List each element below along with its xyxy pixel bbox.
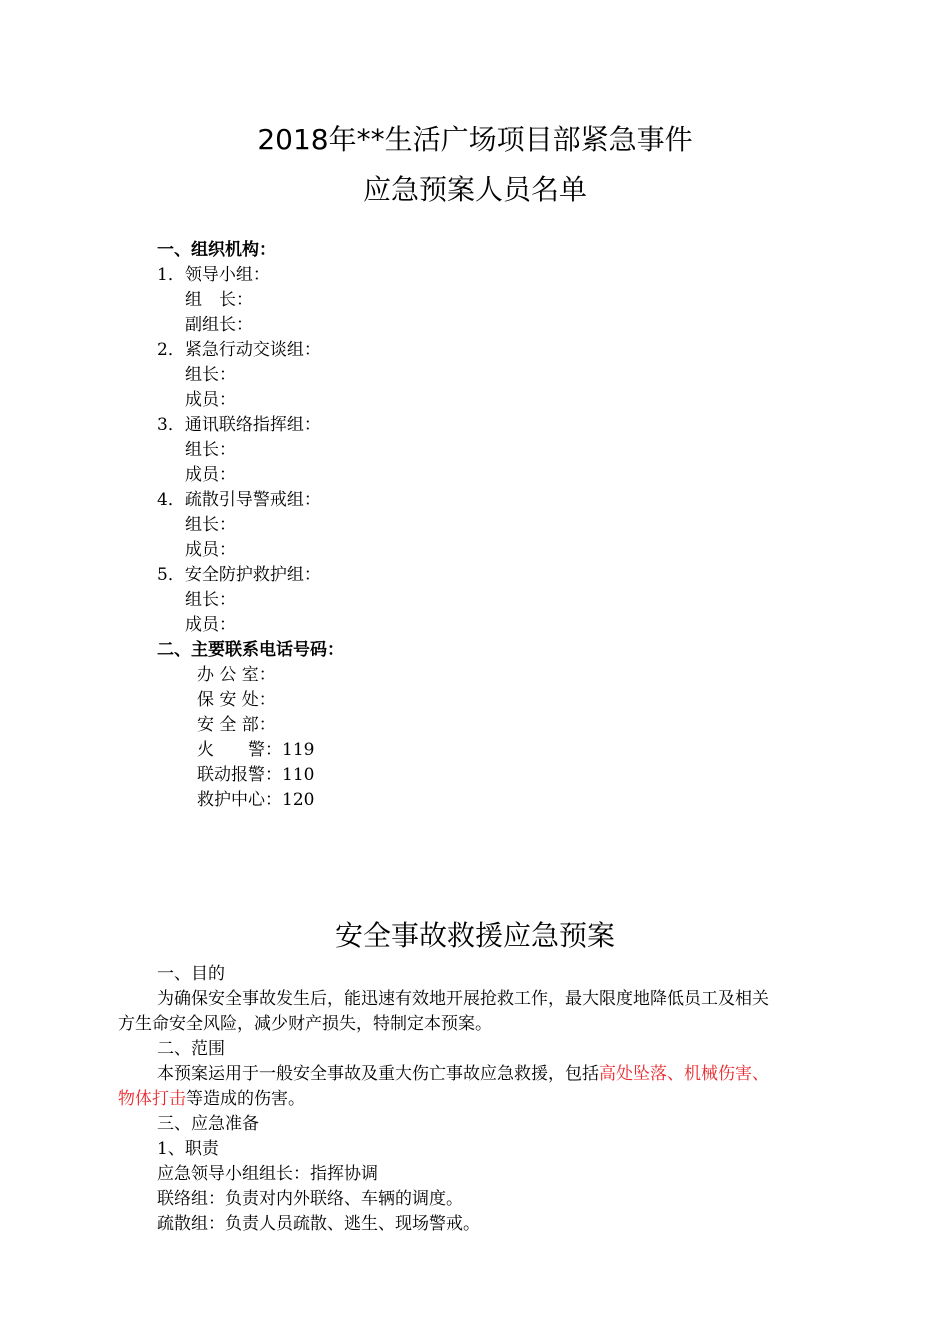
group-role: 成员： (185, 465, 236, 485)
phone-entry: 火 警：119 (197, 740, 315, 760)
group-role: 成员： (185, 540, 236, 560)
phone-entry: 办 公 室： (197, 665, 276, 685)
scope-text-line1 (157, 1062, 769, 1087)
purpose-text-line2: 方生命安全风险，减少财产损失，特制定本预案。 (118, 1014, 492, 1034)
doc-title-line1: 2018年**生活广场项目部紧急事件 (257, 123, 693, 156)
phone-entry: 安 全 部： (197, 715, 276, 735)
heading-duties: 1、职责 (157, 1139, 219, 1159)
purpose-text-line1: 为确保安全事故发生后，能迅速有效地开展抢救工作，最大限度地降低员工及相关 (157, 989, 769, 1009)
group-label: 3．通讯联络指挥组： (157, 415, 321, 435)
scope-highlight-text: 高处坠落、机械伤害、 (599, 1064, 769, 1084)
doc-title-line2: 应急预案人员名单 (362, 173, 587, 206)
group-role: 成员： (185, 615, 236, 635)
plan-title: 安全事故救援应急预案 (334, 919, 615, 952)
group-role: 组长： (185, 590, 236, 610)
heading-preparation: 三、应急准备 (157, 1114, 259, 1134)
group-role: 组 长： (185, 290, 253, 310)
group-role: 组长： (185, 515, 236, 535)
group-label: 4．疏散引导警戒组： (157, 490, 321, 510)
heading-phone-numbers: 二、主要联系电话号码： (157, 640, 344, 660)
group-label: 5．安全防护救护组： (157, 565, 321, 585)
scope-text: 本预案运用于一般安全事故及重大伤亡事故应急救援，包括 (157, 1064, 599, 1084)
phone-entry: 救护中心：120 (197, 790, 315, 810)
phone-entry: 保 安 处： (197, 690, 276, 710)
heading-org-structure: 一、组织机构： (157, 240, 276, 260)
duty-item: 疏散组：负责人员疏散、逃生、现场警戒。 (157, 1214, 480, 1234)
scope-text: 等造成的伤害。 (186, 1089, 305, 1109)
group-role: 副组长： (185, 315, 253, 335)
group-role: 组长： (185, 440, 236, 460)
duty-item: 应急领导小组组长：指挥协调 (157, 1164, 378, 1184)
heading-purpose: 一、目的 (157, 964, 225, 984)
phone-entry: 联动报警：110 (197, 765, 315, 785)
group-role: 成员： (185, 390, 236, 410)
duty-item: 联络组：负责对内外联络、车辆的调度。 (157, 1189, 463, 1209)
group-role: 组长： (185, 365, 236, 385)
group-label: 1．领导小组： (157, 265, 270, 285)
scope-highlight-text: 物体打击 (118, 1089, 186, 1109)
group-label: 2．紧急行动交谈组： (157, 340, 321, 360)
heading-scope: 二、范围 (157, 1039, 225, 1059)
scope-text-line2 (118, 1087, 305, 1112)
